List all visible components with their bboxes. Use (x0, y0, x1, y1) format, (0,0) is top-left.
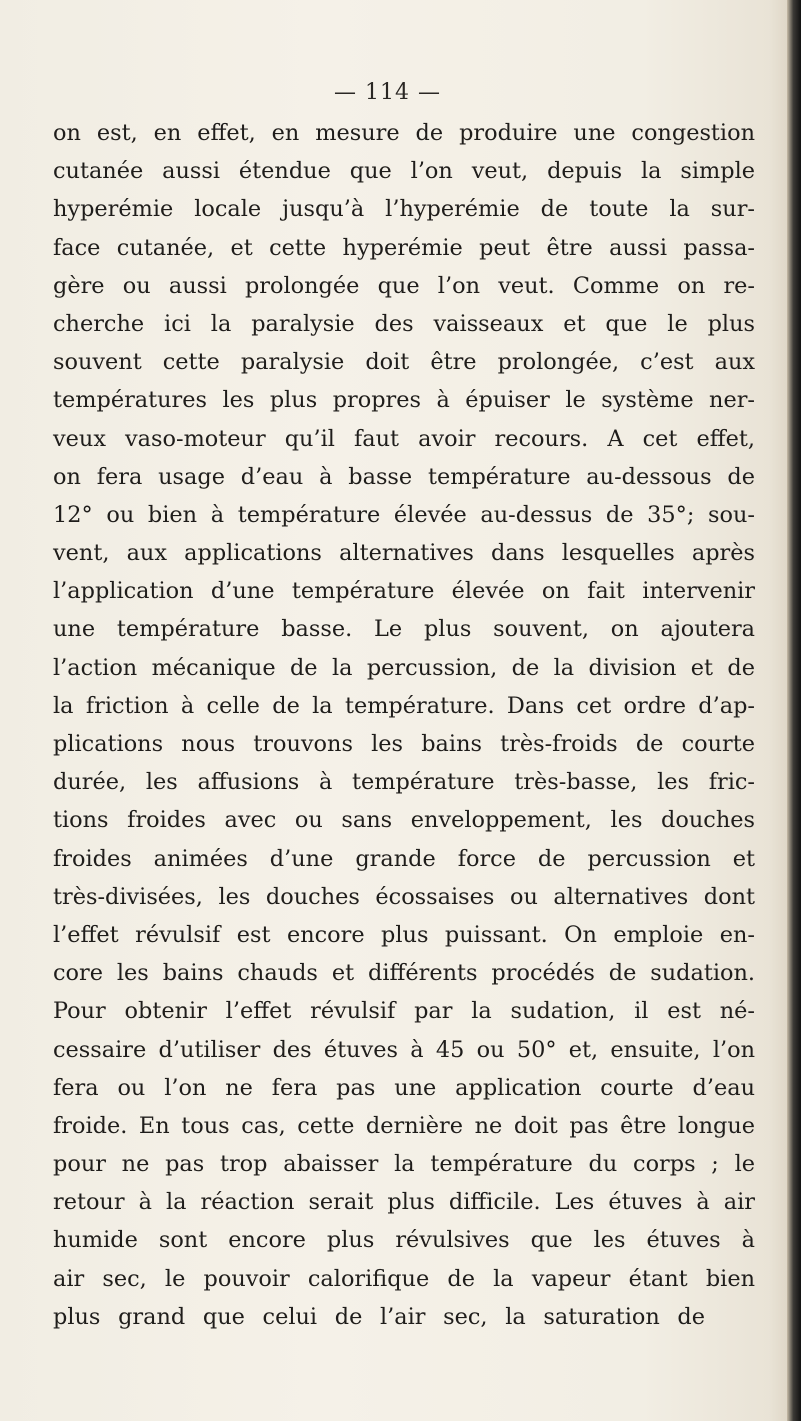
text-line: retour à la réaction serait plus difficile. Les étuves à air (53, 1189, 755, 1216)
text-line: froides animées d’une grande force de percussion et (53, 845, 755, 872)
text-line: l’action mécanique de la percussion, de la division et de (53, 654, 755, 681)
text-line: vent, aux applications alternatives dans lesquelles après (53, 540, 755, 567)
book-binding-edge (787, 0, 801, 1421)
text-line: très-divisées, les douches écossaises ou alternatives dont (53, 883, 755, 910)
text-line: hyperémie locale jusqu’à l’hyperémie de toute la sur- (53, 196, 755, 223)
body-text (53, 114, 755, 1336)
text-line: core les bains chauds et différents procédés de sudation. (53, 960, 755, 987)
text-line: plications nous trouvons les bains très-froids de courte (53, 731, 755, 757)
text-line: on fera usage d’eau à basse température au-dessous de (53, 463, 755, 490)
text-line: pour ne pas trop abaisser la température du corps ; le (53, 1151, 755, 1178)
text-line: l’effet révulsif est encore plus puissant. On emploie en- (53, 921, 755, 948)
text-line: face cutanée, et cette hyperémie peut être aussi passa- (53, 234, 755, 261)
text-line: air sec, le pouvoir calorifique de la vapeur étant bien (53, 1265, 755, 1292)
text-line: températures les plus propres à épuiser le système ner- (53, 387, 755, 414)
text-line: veux vaso-moteur qu’il faut avoir recours. A cet effet, (53, 425, 755, 452)
text-line: fera ou l’on ne fera pas une application courte d’eau (53, 1074, 755, 1101)
text-line: 12° ou bien à température élevée au-dessus de 35°; sou- (53, 501, 755, 528)
text-line: l’application d’une température élevée on fait intervenir (53, 578, 755, 605)
text-line: gère ou aussi prolongée que l’on veut. Comme on re- (53, 272, 755, 299)
text-line: la friction à celle de la température. Dans cet ordre d’ap- (53, 692, 755, 719)
text-line: tions froides avec ou sans enveloppement, les douches (53, 807, 755, 834)
text-line: souvent cette paralysie doit être prolongée, c’est aux (53, 349, 755, 376)
text-line: humide sont encore plus révulsives que les étuves à (53, 1227, 755, 1254)
text-line: plus grand que celui de l’air sec, la saturation de (53, 1303, 705, 1330)
text-line: cessaire d’utiliser des étuves à 45 ou 50° et, ensuite, l’on (53, 1036, 755, 1063)
text-line: cherche ici la paralysie des vaisseaux et que le plus (53, 310, 755, 337)
text-line: une température basse. Le plus souvent, on ajoutera (53, 616, 755, 643)
page-number: — 114 — (334, 80, 441, 105)
text-line: froide. En tous cas, cette dernière ne doit pas être longue (53, 1112, 755, 1139)
text-line: Pour obtenir l’effet révulsif par la sudation, il est né- (53, 998, 755, 1025)
text-line: durée, les affusions à température très-basse, les fric- (53, 769, 755, 796)
text-line: cutanée aussi étendue que l’on veut, depuis la simple (53, 158, 755, 185)
text-line: on est, en effet, en mesure de produire une congestion (53, 120, 755, 146)
